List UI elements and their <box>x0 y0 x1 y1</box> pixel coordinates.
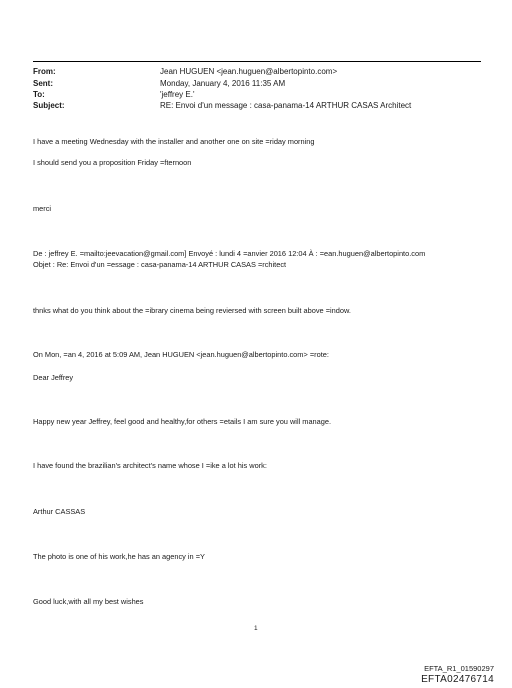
body-line: thnks what do you think about the =ibrary cinema being reviersed with screen built above =indow. <box>33 306 351 315</box>
header-divider <box>33 61 481 62</box>
bates-number-small: EFTA_R1_01590297 <box>424 664 494 673</box>
to-value: 'jeffrey E.' <box>160 90 195 99</box>
sent-value: Monday, January 4, 2016 11:35 AM <box>160 79 286 88</box>
from-value: Jean HUGUEN <jean.huguen@albertopinto.com> <box>160 67 338 76</box>
body-line: Arthur CASSAS <box>33 507 86 516</box>
subject-label: Subject: <box>33 101 65 110</box>
body-line: I should send you a proposition Friday =fternoon <box>33 158 192 167</box>
bates-number-large: EFTA02476714 <box>421 674 494 685</box>
body-line: The photo is one of his work,he has an agency in =Y <box>33 552 205 561</box>
body-line: I have found the brazilian's architect's name whose I =ike a lot his work: <box>33 461 267 470</box>
body-line: Happy new year Jeffrey, feel good and healthy,for others =etails I am sure you will manage. <box>33 417 332 426</box>
body-line: Good luck,with all my best wishes <box>33 597 144 606</box>
body-line: merci <box>33 204 52 213</box>
sent-label: Sent: <box>33 79 53 88</box>
from-label: From: <box>33 67 56 76</box>
body-line: Dear Jeffrey <box>33 373 74 382</box>
page-number: 1 <box>254 625 258 632</box>
body-line: Objet : Re: Envoi d'un =essage : casa-panama-14 ARTHUR CASAS =rchitect <box>33 260 287 269</box>
to-label: To: <box>33 90 45 99</box>
body-line: De : jeffrey E. =mailto:jeevacation@gmail.com] Envoyé : lundi 4 =anvier 2016 12:04 À : =ean.huguen@albertopinto.com <box>33 249 426 258</box>
body-line: On Mon, =an 4, 2016 at 5:09 AM, Jean HUGUEN <jean.huguen@albertopinto.com> =rote: <box>33 350 329 359</box>
body-line: I have a meeting Wednesday with the installer and another one on site =riday morning <box>33 137 315 146</box>
subject-value: RE: Envoi d'un message : casa-panama-14 ARTHUR CASAS Architect <box>160 101 412 110</box>
